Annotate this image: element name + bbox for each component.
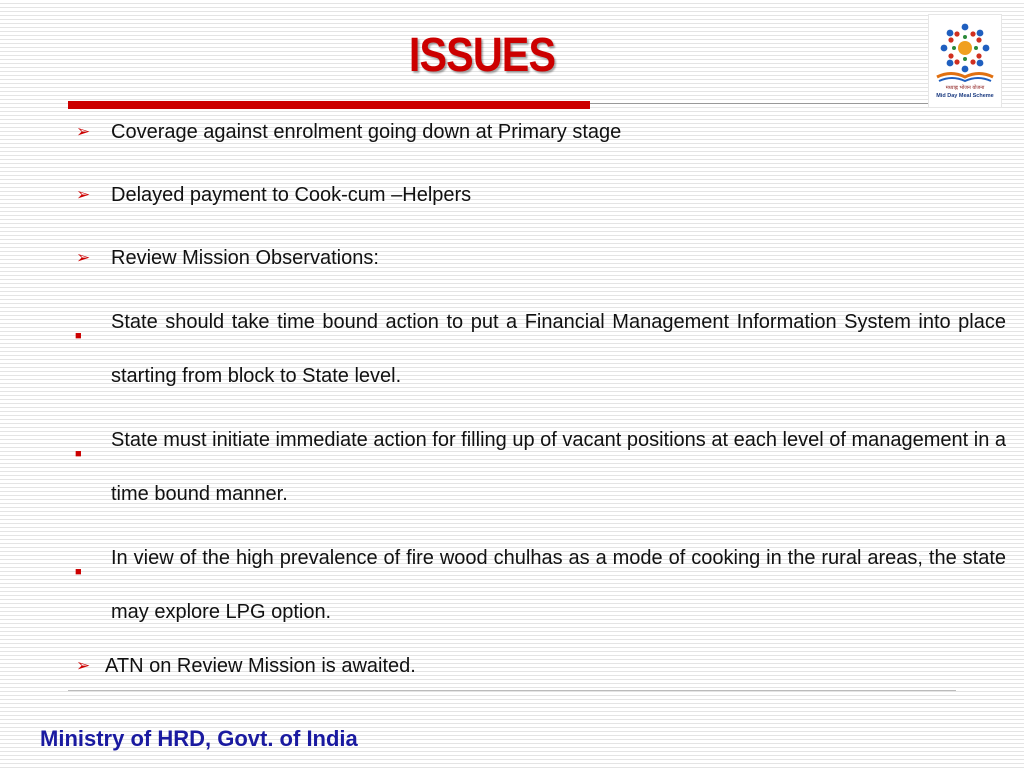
bullet-item <box>70 413 1006 521</box>
square-bullet-icon: ■ <box>75 330 82 342</box>
title-underline-rule <box>590 103 930 104</box>
bullet-item <box>70 113 1006 151</box>
bullet-text: Review Mission Observations: <box>111 247 379 269</box>
arrow-bullet-icon: ➢ <box>76 185 91 204</box>
bullet-list <box>70 113 1006 685</box>
bullet-item <box>70 239 1006 277</box>
bullet-text: ATN on Review Mission is awaited. <box>105 655 416 677</box>
bullet-text: In view of the high prevalence of fire wood chulhas as a mode of cooking in the rural areas, the state may explore LPG option. <box>111 547 1006 623</box>
bullet-item <box>70 176 1006 214</box>
bullet-text: State must initiate immediate action for filling up of vacant positions at each level of management in a time bound manner. <box>111 429 1006 505</box>
footer-rule <box>68 690 956 691</box>
square-bullet-icon: ■ <box>75 566 82 578</box>
arrow-bullet-icon: ➢ <box>76 248 91 267</box>
mid-day-meal-logo-icon <box>929 15 1001 85</box>
title-underline-bar <box>68 101 590 109</box>
arrow-bullet-icon: ➢ <box>76 122 91 141</box>
bullet-text: State should take time bound action to put a Financial Management Information System into place starting from block to State level. <box>111 311 1006 387</box>
square-bullet-icon: ■ <box>75 448 82 460</box>
bullet-text: Coverage against enrolment going down at Primary stage <box>111 121 622 143</box>
arrow-bullet-icon: ➢ <box>76 656 91 675</box>
logo-hindi-text: मध्याह्न भोजन योजना <box>945 85 985 91</box>
bullet-text: Delayed payment to Cook-cum –Helpers <box>111 184 472 206</box>
bullet-item <box>70 295 1006 403</box>
bullet-item <box>70 647 1006 685</box>
bullet-item <box>70 531 1006 639</box>
mid-day-meal-logo <box>928 14 1002 108</box>
footer-text: Ministry of HRD, Govt. of India <box>40 726 358 751</box>
logo-english-text: Mid Day Meal Scheme <box>936 93 994 99</box>
slide-title: ISSUES <box>408 29 556 82</box>
